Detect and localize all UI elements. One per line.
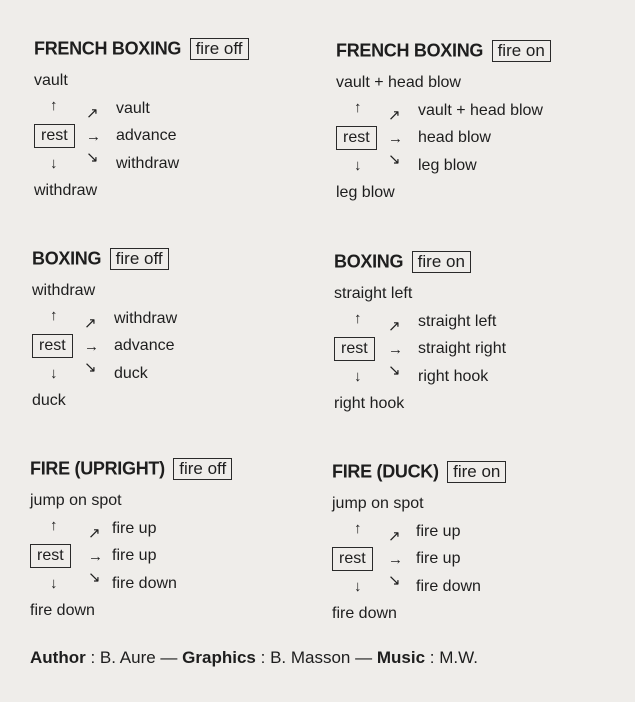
rest-box: rest (334, 337, 375, 361)
colon: : (260, 648, 266, 667)
down-action: fire down (30, 602, 95, 619)
arrow-down-right-icon: ↘ (86, 149, 99, 166)
arrow-up-right-icon: ↗ (84, 315, 97, 332)
arrow-up-icon: ↑ (50, 97, 58, 114)
right-action: fire up (112, 547, 157, 564)
credits-line (30, 648, 478, 668)
arrow-down-right-icon: ↘ (388, 362, 401, 379)
arrow-right-icon: → (388, 130, 403, 147)
up-action: jump on spot (332, 495, 424, 512)
fire-state-box: fire on (447, 461, 506, 483)
up-action: vault (34, 72, 68, 89)
down-action: leg blow (336, 184, 395, 201)
music-name: M.W. (439, 648, 478, 667)
arrow-up-right-icon: ↗ (388, 528, 401, 545)
right-action: advance (114, 337, 175, 354)
block-french-boxing-fire-off (34, 38, 324, 208)
rest-box: rest (32, 334, 73, 358)
arrow-down-icon: ↓ (50, 365, 58, 382)
right-action: fire up (416, 550, 461, 567)
arrow-up-icon: ↑ (354, 99, 362, 116)
mode-title: BOXING (32, 248, 102, 269)
up-right-action: fire up (112, 520, 157, 537)
arrow-right-icon: → (388, 551, 403, 568)
arrow-up-right-icon: ↗ (86, 105, 99, 122)
up-right-action: vault + head blow (418, 102, 543, 119)
block-header (332, 461, 506, 483)
up-right-action: withdraw (114, 310, 178, 327)
mode-title: FRENCH BOXING (336, 40, 484, 61)
mode-title: BOXING (334, 251, 404, 272)
fire-state-box: fire on (412, 251, 471, 273)
arrow-down-icon: ↓ (354, 578, 362, 595)
block-boxing-fire-off (32, 248, 322, 418)
arrow-up-right-icon: ↗ (388, 107, 401, 124)
down-right-action: fire down (416, 578, 481, 595)
down-right-action: right hook (418, 368, 489, 385)
right-action: straight right (418, 340, 507, 357)
block-fire-upright-fire-off (30, 458, 320, 628)
mode-title: FRENCH BOXING (34, 38, 182, 59)
arrow-down-icon: ↓ (50, 155, 58, 172)
block-boxing-fire-on (334, 251, 624, 421)
down-right-action: leg blow (418, 157, 477, 174)
graphics-label: Graphics (182, 648, 256, 667)
arrow-down-right-icon: ↘ (84, 359, 97, 376)
up-right-action: straight left (418, 313, 497, 330)
down-right-action: withdraw (116, 155, 180, 172)
arrow-up-icon: ↑ (354, 520, 362, 537)
colon: : (90, 648, 96, 667)
arrow-down-icon: ↓ (354, 368, 362, 385)
right-action: advance (116, 127, 177, 144)
right-action: head blow (418, 129, 491, 146)
down-right-action: duck (114, 365, 148, 382)
arrow-up-icon: ↑ (50, 307, 58, 324)
arrow-down-right-icon: ↘ (388, 151, 401, 168)
fire-state-box: fire off (173, 458, 232, 480)
arrow-right-icon: → (388, 341, 403, 358)
down-action: withdraw (34, 182, 98, 199)
arrow-right-icon: → (88, 548, 103, 565)
block-header (334, 251, 471, 273)
up-action: straight left (334, 285, 413, 302)
arrow-down-right-icon: ↘ (88, 569, 101, 586)
down-action: right hook (334, 395, 405, 412)
mode-title: FIRE (UPRIGHT) (30, 458, 165, 479)
author-label: Author (30, 648, 86, 667)
block-fire-duck-fire-on (332, 461, 622, 631)
arrow-up-icon: ↑ (50, 517, 58, 534)
block-header (30, 458, 232, 480)
rest-box: rest (336, 126, 377, 150)
separator: — (160, 648, 178, 667)
arrow-right-icon: → (86, 128, 101, 145)
fire-state-box: fire on (492, 40, 551, 62)
arrow-up-right-icon: ↗ (88, 525, 101, 542)
block-header (34, 38, 249, 60)
up-right-action: vault (116, 100, 150, 117)
block-header (336, 40, 551, 62)
author-name: B. Aure (99, 648, 156, 667)
graphics-name: B. Masson (270, 648, 351, 667)
up-action: jump on spot (30, 492, 122, 509)
arrow-up-icon: ↑ (354, 310, 362, 327)
rest-box: rest (30, 544, 71, 568)
rest-box: rest (34, 124, 75, 148)
music-label: Music (376, 648, 426, 667)
rest-box: rest (332, 547, 373, 571)
up-right-action: fire up (416, 523, 461, 540)
up-action: vault + head blow (336, 74, 461, 91)
arrow-down-icon: ↓ (354, 157, 362, 174)
arrow-down-right-icon: ↘ (388, 572, 401, 589)
colon: : (429, 648, 435, 667)
up-action: withdraw (32, 282, 96, 299)
mode-title: FIRE (DUCK) (332, 461, 439, 482)
separator: — (355, 648, 373, 667)
down-action: fire down (332, 605, 397, 622)
block-header (32, 248, 169, 270)
arrow-right-icon: → (84, 338, 99, 355)
arrow-up-right-icon: ↗ (388, 318, 401, 335)
fire-state-box: fire off (190, 38, 249, 60)
down-right-action: fire down (112, 575, 177, 592)
down-action: duck (32, 392, 66, 409)
block-french-boxing-fire-on (336, 40, 626, 210)
fire-state-box: fire off (110, 248, 169, 270)
arrow-down-icon: ↓ (50, 575, 58, 592)
